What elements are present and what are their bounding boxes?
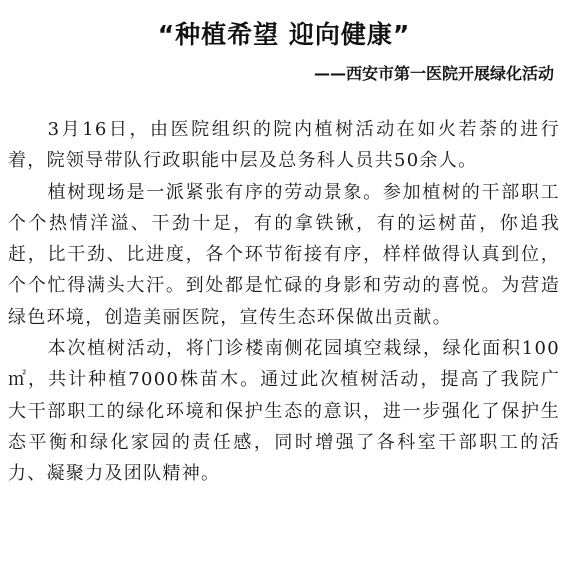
article-body xyxy=(8,114,560,490)
paragraph-2: 植树现场是一派紧张有序的劳动景象。参加植树的干部职工个个热情洋溢、干劲十足，有的拿铁锹，有的运树苗，你追我赶，比干劲、比进度，各个环节衔接有序，样样做得认真到位，个个忙得满头大汗。到处都是忙碌的身影和劳动的喜悦。为营造绿色环境，创造美丽医院，宣传生态环保做出贡献。 xyxy=(8,181,560,328)
article-title: “种植希望 迎向健康” xyxy=(157,20,411,49)
paragraph-3: 本次植树活动，将门诊楼南侧花园填空栽绿，绿化面积100㎡，共计种植7000株苗木。通过此次植树活动，提高了我院广大干部职工的绿化环境和保护生态的意识，进一步强化了保护生态平衡和绿化家园的责任感，同时增强了各科室干部职工的活力、凝聚力及团队精神。 xyxy=(8,338,560,485)
article-subtitle: ——西安市第一医院开展绿化活动 xyxy=(313,64,554,83)
paragraph-1: 3月16日，由医院组织的院内植树活动在如火若荼的进行着，院领导带队行政职能中层及总务科人员共50余人。 xyxy=(8,119,560,172)
